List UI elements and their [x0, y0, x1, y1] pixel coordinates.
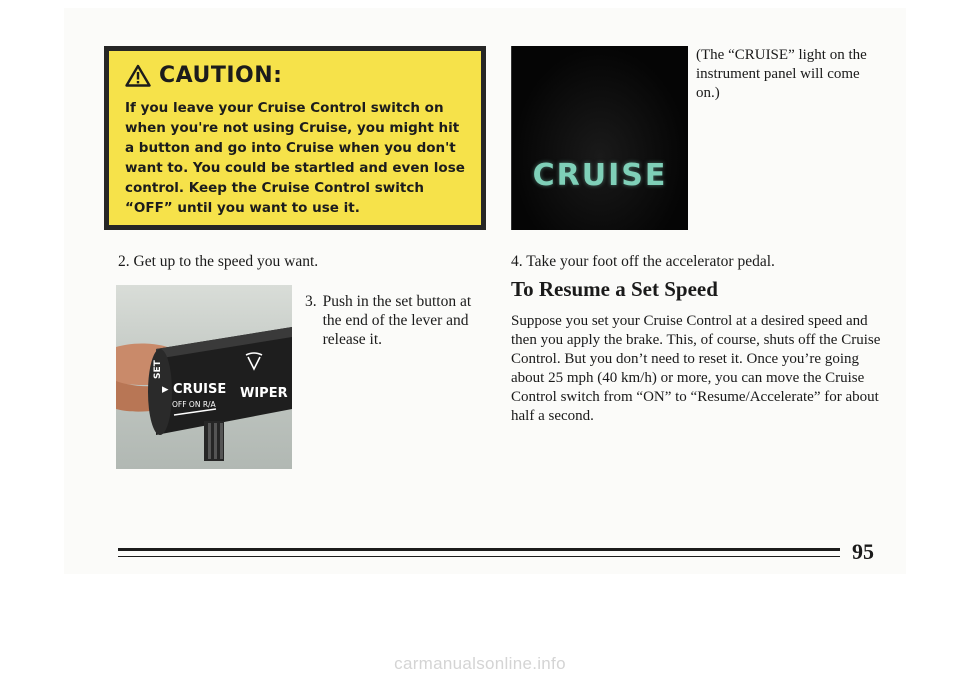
- caution-header: [125, 63, 467, 88]
- step-3-text: Push in the set button at the end of the lever and release it.: [322, 293, 472, 348]
- step-2: 2. Get up to the speed you want.: [118, 253, 319, 270]
- footer-rule-thick: [118, 548, 840, 551]
- caution-title: CAUTION:: [159, 63, 283, 88]
- warning-triangle-icon: [125, 64, 151, 87]
- caution-body: If you leave your Cruise Control switch on when you're not using Cruise, you might hit a button and go into Cruise when you don't want to. You could be startled and even lose control. Keep the Cruise Control switch “OFF” until you want to use it.: [125, 100, 465, 216]
- lever-cruise-label: ▸ CRUISE: [162, 382, 227, 397]
- step-3-number: 3.: [305, 293, 317, 310]
- caution-box: [104, 46, 486, 230]
- lever-wiper-label: WIPER: [240, 386, 288, 401]
- cruise-light-note: (The “CRUISE” light on the instrument panel will come on.): [696, 47, 867, 101]
- cruise-indicator-text: CRUISE: [532, 158, 668, 193]
- step-4: 4. Take your foot off the accelerator pedal.: [511, 253, 775, 270]
- resume-heading: To Resume a Set Speed: [511, 277, 718, 301]
- cruise-indicator-photo: [511, 46, 688, 230]
- cruise-lever-photo: [116, 285, 292, 469]
- footer-rule-thin: [118, 556, 840, 557]
- resume-paragraph: Suppose you set your Cruise Control at a desired speed and then you apply the brake. This, of course, shuts off the Cruise Control. But you don’t need to reset it. Once you’re going about 25 mph (40 km/h) or more, you can move the Cruise Control switch from “ON” to “Resume/Accelerate” for about half a second.: [511, 313, 881, 424]
- lever-illustration: [116, 285, 292, 469]
- lever-positions-label: OFF ON R/A: [172, 400, 216, 409]
- step-3: [305, 292, 485, 349]
- lever-set-label: SET: [153, 360, 163, 379]
- watermark: carmanualsonline.info: [394, 654, 566, 673]
- page-number: 95: [852, 539, 874, 564]
